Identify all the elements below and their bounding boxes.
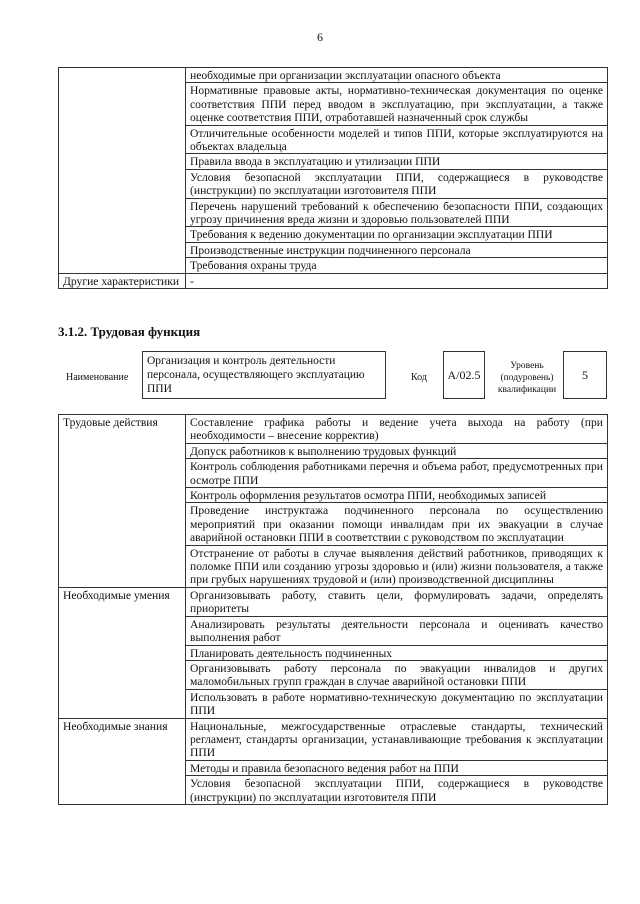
table-cell: Использовать в работе нормативно-техническую документацию по эксплуатации ППИ — [186, 689, 608, 718]
top-requirements-table — [58, 67, 608, 289]
function-name-box: Организация и контроль деятельности персонала, осуществляющего эксплуатацию ППИ — [142, 351, 386, 399]
table-cell: Планировать деятельность подчиненных — [186, 645, 608, 660]
table-cell: Отстранение от работы в случае выявления действий работников, приводящих к поломке ППИ или созданию угрозы здоровью и (или) жизни пользователя, а также при грубых нарушениях трудовой и (или) производственной дисциплины — [186, 545, 608, 587]
table-cell: Требования к ведению документации по организации эксплуатации ППИ — [186, 227, 608, 242]
group-label-knowledge: Необходимые знания — [59, 718, 186, 804]
table-cell: Допуск работников к выполнению трудовых функций — [186, 443, 608, 458]
table-cell: Методы и правила безопасного ведения работ на ППИ — [186, 760, 608, 775]
table-cell: Условия безопасной эксплуатации ППИ, содержащиеся в руководстве (инструкции) по эксплуатации изготовителя ППИ — [186, 776, 608, 805]
table-row — [59, 718, 608, 760]
group-label-skills: Необходимые умения — [59, 587, 186, 718]
table-cell: Отличительные особенности моделей и типов ППИ, которые эксплуатируются на объектах владельца — [186, 125, 608, 154]
qualification-level-label: Уровень (подуровень) квалификации — [497, 361, 557, 395]
table-row — [59, 415, 608, 444]
table-cell: Контроль оформления результатов осмотра ППИ, необходимых записей — [186, 488, 608, 503]
table-cell: Контроль соблюдения работниками перечня и объема работ, предусмотренных при осмотре ППИ — [186, 459, 608, 488]
table-cell: - — [186, 273, 608, 288]
table-cell: Требования охраны труда — [186, 258, 608, 273]
page-number: 6 — [317, 30, 323, 44]
table-cell: Условия безопасной эксплуатации ППИ, содержащиеся в руководстве (инструкции) по эксплуатации изготовителя ППИ — [186, 169, 608, 198]
labor-function-table — [58, 414, 608, 805]
qualification-level-box: 5 — [563, 351, 607, 399]
table-cell: Перечень нарушений требований к обеспечению безопасности ППИ, создающих угрозу причинения вреда жизни и здоровью пользователей ППИ — [186, 198, 608, 227]
section-title: 3.1.2. Трудовая функция — [58, 324, 201, 339]
table-row — [59, 587, 608, 616]
group-label-actions: Трудовые действия — [59, 415, 186, 588]
table-cell: Составление графика работы и ведение учета выхода на работу (при необходимости – внесение корректив) — [186, 415, 608, 444]
code-box: A/02.5 — [443, 351, 485, 399]
row-label — [59, 68, 186, 274]
table-cell: Организовывать работу, ставить цели, формулировать задачи, определять приоритеты — [186, 587, 608, 616]
table-cell: Национальные, межгосударственные отраслевые стандарты, технический регламент, стандарты организации, устанавливающие требования к эксплуатации ППИ — [186, 718, 608, 760]
table-cell: Производственные инструкции подчиненного персонала — [186, 242, 608, 257]
table-row — [59, 68, 608, 83]
code-label: Код — [411, 372, 427, 383]
name-label: Наименование — [66, 372, 129, 383]
table-cell: Проведение инструктажа подчиненного персонала по осуществлению мероприятий при оказании помощи инвалидам при их эвакуации в случае аварийной остановки ППИ в соответствии с руководством по эксплуатации — [186, 503, 608, 545]
row-label: Другие характеристики — [59, 273, 186, 288]
table-cell: Анализировать результаты деятельности персонала и оценивать качество выполнения работ — [186, 616, 608, 645]
table-cell: Организовывать работу персонала по эвакуации инвалидов и других маломобильных групп граждан в случае аварийной остановки ППИ — [186, 660, 608, 689]
table-cell: Нормативные правовые акты, нормативно-техническая документация по оценке соответствия ППИ перед вводом в эксплуатацию, при эксплуатации, а также оценке соответствия ППИ, отработавшей назначенный срок службы — [186, 83, 608, 125]
table-cell: Правила ввода в эксплуатацию и утилизации ППИ — [186, 154, 608, 169]
table-row — [59, 273, 608, 288]
table-cell: необходимые при организации эксплуатации опасного объекта — [186, 68, 608, 83]
